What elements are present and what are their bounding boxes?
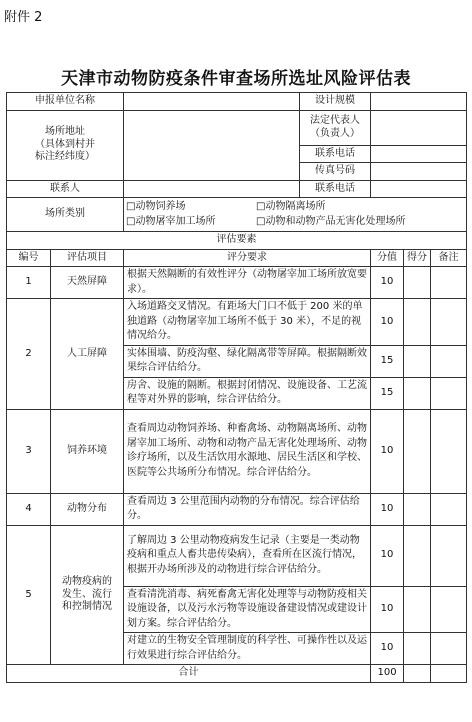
total-label: 合计 xyxy=(7,665,371,683)
scale-label: 设计规模 xyxy=(300,93,371,111)
item-name: 饲养环境 xyxy=(51,409,124,493)
header-score: 分值 xyxy=(371,249,404,267)
category-checkbox-farm[interactable]: □动物饲养场 xyxy=(126,201,186,212)
scoring-requirement: 查看周边 3 公里范围内动物的分布情况。综合评估给分。 xyxy=(124,493,371,525)
item-name: 动物分布 xyxy=(51,493,124,525)
scoring-requirement: 了解周边 3 公里动物疫病发生记录（主要是一类动物疫病和重点人畜共患传染病），查看所在区流行情况，根据开办场所涉及的动物进行综合评估给分。 xyxy=(124,525,371,586)
scoring-requirement: 实体围墙、防疫沟壑、绿化隔离带等屏障。根据隔断效果综合评估给分。 xyxy=(124,345,371,377)
table-row xyxy=(7,493,467,525)
scoring-requirement: 查看清洗消毒、病死畜禽无害化处理等与动物防疫相关设施设备，以及污水污物等设施设备建设情况或建设计划方案。综合评估给分。 xyxy=(124,586,371,633)
total-value: 100 xyxy=(371,665,404,683)
max-score: 10 xyxy=(371,409,404,493)
header-requirement: 评分要求 xyxy=(124,249,371,267)
total-remarks-cell[interactable] xyxy=(431,665,467,683)
contact-phone-label: 联系电话 xyxy=(300,180,371,198)
item-number: 3 xyxy=(7,409,51,493)
contact-label: 联系人 xyxy=(7,180,124,198)
item-number: 1 xyxy=(7,267,51,299)
fax-value[interactable] xyxy=(371,163,467,181)
table-row xyxy=(7,267,467,299)
remarks-cell[interactable] xyxy=(431,525,467,586)
item-name: 天然屏障 xyxy=(51,267,124,299)
remarks-cell[interactable] xyxy=(431,493,467,525)
contact-value[interactable] xyxy=(124,180,300,198)
attachment-label: 附件 2 xyxy=(4,10,43,25)
item-name: 动物疫病的 发生、流行 和控制情况 xyxy=(51,525,124,665)
item-name: 人工屏障 xyxy=(51,299,124,410)
header-earned: 得分 xyxy=(404,249,431,267)
remarks-cell[interactable] xyxy=(431,377,467,409)
max-score: 10 xyxy=(371,493,404,525)
max-score: 10 xyxy=(371,586,404,633)
evaluation-section xyxy=(7,267,467,665)
remarks-cell[interactable] xyxy=(431,267,467,299)
address-value[interactable] xyxy=(124,110,300,180)
contact-phone-value[interactable] xyxy=(371,180,467,198)
earned-score-cell[interactable] xyxy=(404,267,431,299)
header-no: 编号 xyxy=(7,249,51,267)
earned-score-cell[interactable] xyxy=(404,525,431,586)
max-score: 10 xyxy=(371,633,404,665)
max-score: 15 xyxy=(371,377,404,409)
total-earned-cell[interactable] xyxy=(404,665,431,683)
table-row xyxy=(7,299,467,346)
category-checkbox-disposal[interactable]: □动物和动物产品无害化处理场所 xyxy=(256,215,406,227)
earned-score-cell[interactable] xyxy=(404,299,431,346)
phone-label: 联系电话 xyxy=(300,145,371,163)
section-title: 评估要素 xyxy=(7,232,467,250)
header-item: 评估项目 xyxy=(51,249,124,267)
item-number: 2 xyxy=(7,299,51,410)
remarks-cell[interactable] xyxy=(431,586,467,633)
info-section xyxy=(7,93,467,267)
header-remarks: 备注 xyxy=(431,249,467,267)
item-number: 5 xyxy=(7,525,51,665)
earned-score-cell[interactable] xyxy=(404,377,431,409)
earned-score-cell[interactable] xyxy=(404,493,431,525)
max-score: 10 xyxy=(371,299,404,346)
applicant-value[interactable] xyxy=(124,93,300,111)
scale-value[interactable] xyxy=(371,93,467,111)
total-section xyxy=(7,665,467,683)
scoring-requirement: 对建立的生物安全管理制度的科学性、可操作性以及运行效果进行综合评估给分。 xyxy=(124,633,371,665)
scoring-requirement: 查看周边动物饲养场、种畜禽场、动物隔离场所、动物屠宰加工场所、动物和动物产品无害化处理场所、动物诊疗场所，以及生活饮用水源地、居民生活区和学校、医院等公共场所分布情况。综合评估给分。 xyxy=(124,409,371,493)
earned-score-cell[interactable] xyxy=(404,345,431,377)
page-title: 天津市动物防疫条件审查场所选址风险评估表 xyxy=(61,69,411,89)
fax-label: 传真号码 xyxy=(300,163,371,181)
max-score: 15 xyxy=(371,345,404,377)
category-options xyxy=(124,198,467,232)
max-score: 10 xyxy=(371,267,404,299)
category-checkbox-isolation[interactable]: □动物隔离场所 xyxy=(256,201,326,212)
item-number: 4 xyxy=(7,493,51,525)
scoring-requirement: 房舍、设施的隔断。根据封闭情况、设施设备、工艺流程等对外界的影响，综合评估给分。 xyxy=(124,377,371,409)
scoring-requirement: 根据天然隔断的有效性评分（动物屠宰加工场所放宽要求）。 xyxy=(124,267,371,299)
remarks-cell[interactable] xyxy=(431,633,467,665)
category-label: 场所类别 xyxy=(7,198,124,232)
phone-value[interactable] xyxy=(371,145,467,163)
address-label: 场所地址 （具体到村并 标注经纬度） xyxy=(7,110,124,180)
earned-score-cell[interactable] xyxy=(404,409,431,493)
assessment-form xyxy=(6,92,467,683)
table-row xyxy=(7,525,467,586)
legal-rep-value[interactable] xyxy=(371,110,467,145)
applicant-label: 申报单位名称 xyxy=(7,93,124,111)
earned-score-cell[interactable] xyxy=(404,633,431,665)
legal-rep-label: 法定代表人 （负责人） xyxy=(300,110,371,145)
max-score: 10 xyxy=(371,525,404,586)
scoring-requirement: 入场道路交叉情况。有距场大门口不低于 200 米的单独道路（动物屠宰加工场所不低于 30 米），不足的视情况给分。 xyxy=(124,299,371,346)
earned-score-cell[interactable] xyxy=(404,586,431,633)
remarks-cell[interactable] xyxy=(431,409,467,493)
table-row xyxy=(7,409,467,493)
remarks-cell[interactable] xyxy=(431,345,467,377)
remarks-cell[interactable] xyxy=(431,299,467,346)
category-checkbox-slaughter[interactable]: □动物屠宰加工场所 xyxy=(126,215,216,227)
